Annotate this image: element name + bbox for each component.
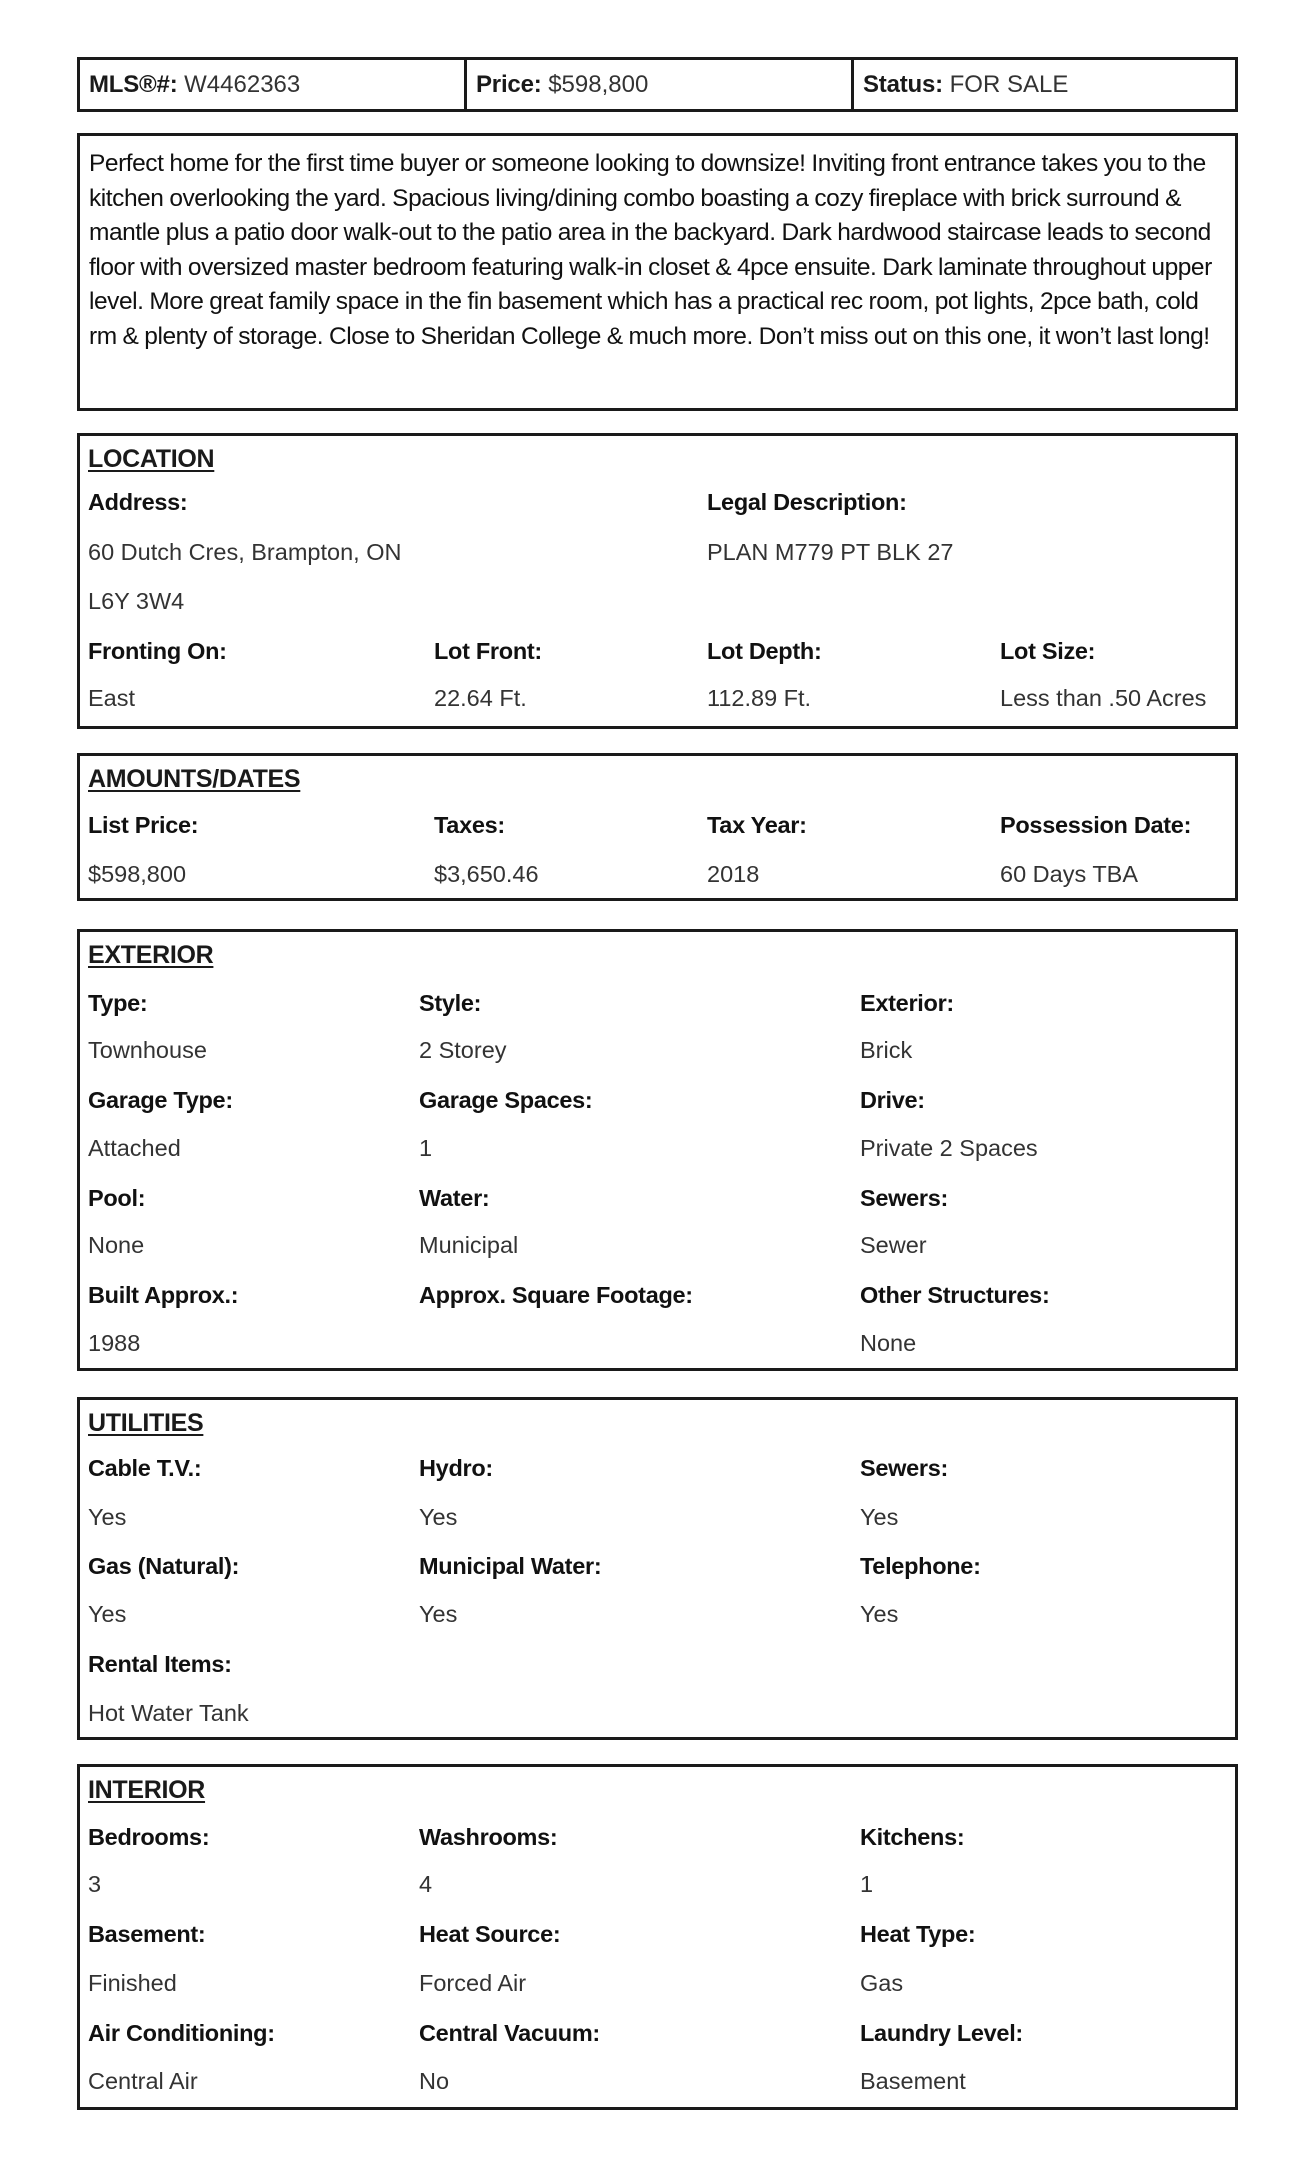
heat-source-value: Forced Air bbox=[419, 1970, 527, 1996]
bedrooms-value: 3 bbox=[88, 1871, 102, 1897]
tax-year-value: 2018 bbox=[707, 861, 760, 887]
sewers-label: Sewers: bbox=[860, 1185, 949, 1211]
sewers-value: Sewer bbox=[860, 1232, 927, 1258]
cable-tv-value: Yes bbox=[88, 1504, 127, 1530]
other-structures-label: Other Structures: bbox=[860, 1282, 1050, 1308]
possession-label: Possession Date: bbox=[1000, 812, 1192, 838]
kitchens-value: 1 bbox=[860, 1871, 874, 1897]
cable-tv-label: Cable T.V.: bbox=[88, 1455, 202, 1481]
bedrooms-label: Bedrooms: bbox=[88, 1824, 210, 1850]
built-approx-value: 1988 bbox=[88, 1330, 141, 1356]
gas-value: Yes bbox=[88, 1601, 127, 1627]
interior-section bbox=[77, 1764, 1238, 2110]
interior-title: INTERIOR bbox=[88, 1776, 206, 1804]
drive-value: Private 2 Spaces bbox=[860, 1135, 1038, 1161]
heat-type-label: Heat Type: bbox=[860, 1921, 976, 1947]
status-value: FOR SALE bbox=[949, 70, 1069, 98]
fronting-value: East bbox=[88, 685, 136, 711]
location-section bbox=[77, 433, 1238, 729]
exterior-label: Exterior: bbox=[860, 990, 954, 1016]
lot-front-value: 22.64 Ft. bbox=[434, 685, 527, 711]
water-value: Municipal bbox=[419, 1232, 519, 1258]
rental-items-value: Hot Water Tank bbox=[88, 1700, 249, 1726]
taxes-value: $3,650.46 bbox=[434, 861, 539, 887]
other-structures-value: None bbox=[860, 1330, 917, 1356]
lot-size-value: Less than .50 Acres bbox=[1000, 685, 1207, 711]
amounts-title: AMOUNTS/DATES bbox=[88, 765, 301, 793]
style-label: Style: bbox=[419, 990, 482, 1016]
hydro-label: Hydro: bbox=[419, 1455, 493, 1481]
lot-front-label: Lot Front: bbox=[434, 638, 542, 664]
garage-spaces-value: 1 bbox=[419, 1135, 433, 1161]
air-conditioning-value: Central Air bbox=[88, 2068, 198, 2094]
listing-header bbox=[77, 57, 1238, 112]
square-footage-label: Approx. Square Footage: bbox=[419, 1282, 693, 1308]
mls-number: W4462363 bbox=[184, 70, 301, 98]
type-label: Type: bbox=[88, 990, 148, 1016]
lot-depth-value: 112.89 Ft. bbox=[707, 685, 812, 711]
status-label: Status: bbox=[863, 70, 943, 98]
address-line2: L6Y 3W4 bbox=[88, 588, 185, 614]
mls-cell bbox=[80, 60, 464, 109]
legal-description-value: PLAN M779 PT BLK 27 bbox=[707, 539, 954, 565]
exterior-value: Brick bbox=[860, 1037, 913, 1063]
hydro-value: Yes bbox=[419, 1504, 458, 1530]
heat-source-label: Heat Source: bbox=[419, 1921, 561, 1947]
location-title: LOCATION bbox=[88, 445, 215, 473]
municipal-water-label: Municipal Water: bbox=[419, 1553, 602, 1579]
exterior-title: EXTERIOR bbox=[88, 941, 214, 969]
water-label: Water: bbox=[419, 1185, 490, 1211]
utilities-title: UTILITIES bbox=[88, 1409, 204, 1437]
central-vacuum-label: Central Vacuum: bbox=[419, 2020, 600, 2046]
amounts-section bbox=[77, 753, 1238, 901]
garage-spaces-label: Garage Spaces: bbox=[419, 1087, 593, 1113]
status-cell bbox=[851, 60, 1235, 109]
style-value: 2 Storey bbox=[419, 1037, 507, 1063]
address-line1: 60 Dutch Cres, Brampton, ON bbox=[88, 539, 402, 565]
list-price-label: List Price: bbox=[88, 812, 199, 838]
telephone-value: Yes bbox=[860, 1601, 899, 1627]
lot-size-label: Lot Size: bbox=[1000, 638, 1096, 664]
washrooms-label: Washrooms: bbox=[419, 1824, 558, 1850]
drive-label: Drive: bbox=[860, 1087, 925, 1113]
telephone-label: Telephone: bbox=[860, 1553, 981, 1579]
gas-label: Gas (Natural): bbox=[88, 1553, 240, 1579]
mls-label: MLS®#: bbox=[89, 70, 178, 98]
garage-type-value: Attached bbox=[88, 1135, 181, 1161]
tax-year-label: Tax Year: bbox=[707, 812, 807, 838]
fronting-label: Fronting On: bbox=[88, 638, 227, 664]
address-label: Address: bbox=[88, 489, 188, 515]
exterior-section bbox=[77, 929, 1238, 1371]
kitchens-label: Kitchens: bbox=[860, 1824, 965, 1850]
legal-description-label: Legal Description: bbox=[707, 489, 907, 515]
taxes-label: Taxes: bbox=[434, 812, 505, 838]
rental-items-label: Rental Items: bbox=[88, 1651, 232, 1677]
lot-depth-label: Lot Depth: bbox=[707, 638, 822, 664]
price-cell bbox=[464, 60, 851, 109]
basement-value: Finished bbox=[88, 1970, 177, 1996]
laundry-level-value: Basement bbox=[860, 2068, 966, 2094]
possession-value: 60 Days TBA bbox=[1000, 861, 1139, 887]
utilities-section bbox=[77, 1397, 1238, 1740]
price-value: $598,800 bbox=[548, 70, 649, 98]
pool-value: None bbox=[88, 1232, 145, 1258]
utility-sewers-label: Sewers: bbox=[860, 1455, 949, 1481]
air-conditioning-label: Air Conditioning: bbox=[88, 2020, 275, 2046]
washrooms-value: 4 bbox=[419, 1871, 433, 1897]
laundry-level-label: Laundry Level: bbox=[860, 2020, 1023, 2046]
property-description: Perfect home for the first time buyer or someone looking to downsize! Inviting front entrance takes you to the kitchen overlooking the yard. Spacious living/dining combo boasting a cozy fireplace with brick surround & mantle plus a patio door walk-out to the patio area in the backyard. Dark hardwood staircase leads to second floor with oversized master bedroom featuring walk-in closet & 4pce ensuite. Dark laminate throughout upper level. More great family space in the fin basement which has a practical rec room, pot lights, 2pce bath, cold rm & plenty of storage. Close to Sheridan College & much more. Don’t miss out on this one, it won’t last long! bbox=[89, 150, 1212, 350]
heat-type-value: Gas bbox=[860, 1970, 904, 1996]
type-value: Townhouse bbox=[88, 1037, 207, 1063]
central-vacuum-value: No bbox=[419, 2068, 450, 2094]
municipal-water-value: Yes bbox=[419, 1601, 458, 1627]
garage-type-label: Garage Type: bbox=[88, 1087, 233, 1113]
description-box bbox=[77, 133, 1238, 411]
list-price-value: $598,800 bbox=[88, 861, 187, 887]
price-label: Price: bbox=[476, 70, 542, 98]
basement-label: Basement: bbox=[88, 1921, 206, 1947]
pool-label: Pool: bbox=[88, 1185, 146, 1211]
built-approx-label: Built Approx.: bbox=[88, 1282, 239, 1308]
utility-sewers-value: Yes bbox=[860, 1504, 899, 1530]
